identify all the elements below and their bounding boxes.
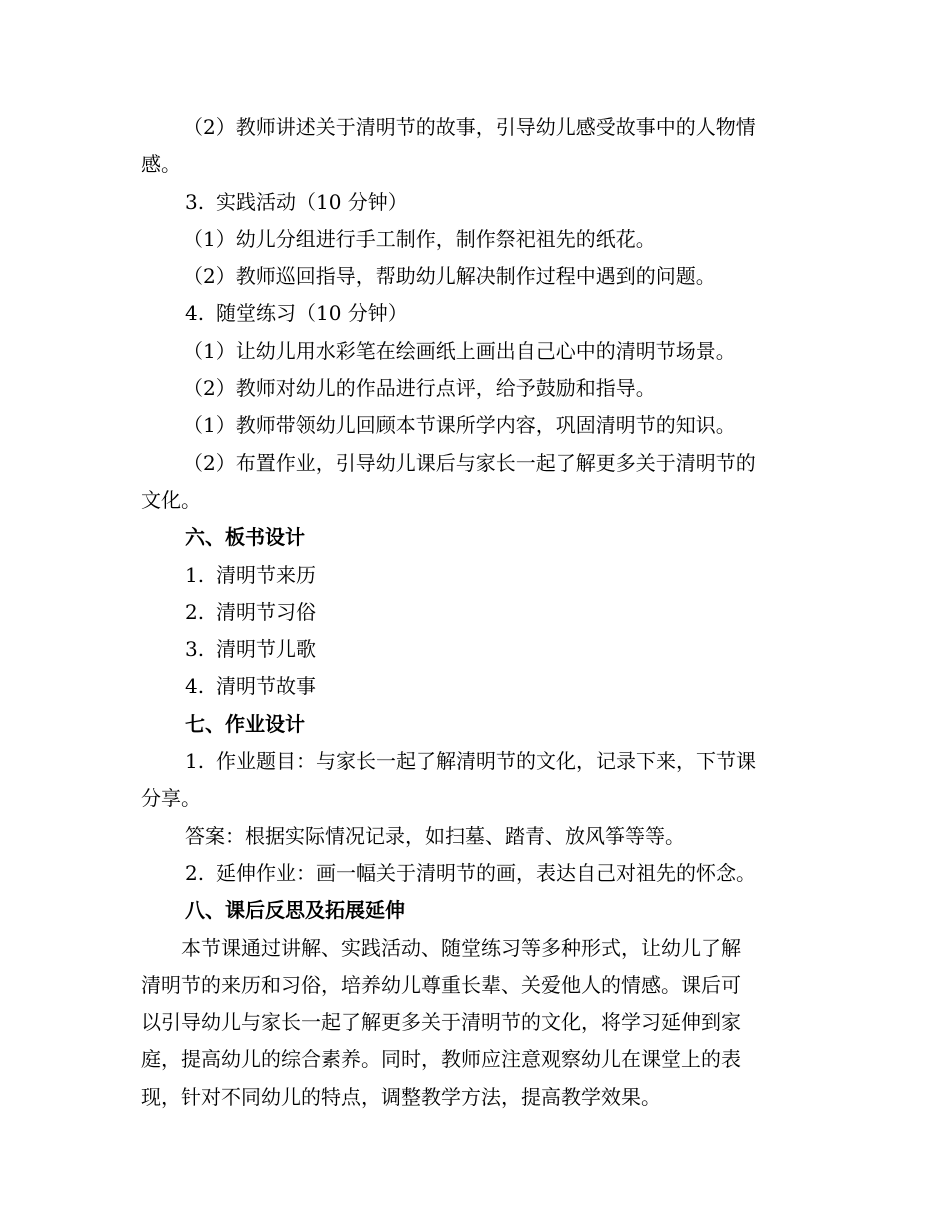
story-step-2: （2）教师讲述关于清明节的故事，引导幼儿感受故事中的人物情 — [183, 115, 756, 139]
review-step-2-cont: 文化。 — [141, 487, 201, 512]
board-item-1-text: 清明节来历 — [216, 562, 316, 587]
reflection-line-5: 现，针对不同幼儿的特点，调整教学方法，提高教学效果。 — [141, 1084, 661, 1109]
board-item-4-text: 清明节故事 — [216, 674, 316, 699]
board-item-3-text: 清明节儿歌 — [216, 637, 316, 662]
board-item-4 — [141, 668, 802, 705]
board-item-1-number: 1. — [185, 562, 205, 587]
board-item-2 — [141, 594, 802, 631]
reflection-paragraph — [141, 930, 802, 1116]
section-4-number: 4. — [185, 301, 205, 326]
board-item-3 — [141, 631, 802, 668]
homework-item-1-text: 作业题目：与家长一起了解清明节的文化，记录下来，下节课 — [216, 749, 756, 774]
board-item-2-number: 2. — [185, 599, 205, 624]
homework-item-2-number: 2. — [185, 860, 205, 885]
reflection-line-4: 庭，提高幼儿的综合素养。同时，教师应注意观察幼儿在课堂上的表 — [141, 1047, 741, 1072]
exercise-step-2: （2）教师对幼儿的作品进行点评，给予鼓励和指导。 — [183, 376, 656, 401]
homework-item-1-cont: 分享。 — [141, 786, 201, 811]
homework-answer: 答案：根据实际情况记录，如扫墓、踏青、放风筝等等。 — [185, 823, 685, 848]
heading-homework-design: 七、作业设计 — [185, 711, 305, 736]
section-3-title: 实践活动（10 分钟） — [216, 189, 408, 214]
heading-board-design: 六、板书设计 — [185, 525, 305, 550]
story-step-2-cont: 感。 — [141, 152, 181, 177]
practice-step-2: （2）教师巡回指导，帮助幼儿解决制作过程中遇到的问题。 — [183, 264, 716, 289]
homework-item-2 — [141, 855, 802, 892]
reflection-line-2: 清明节的来历和习俗，培养幼儿尊重长辈、关爱他人的情感。课后可 — [141, 972, 741, 997]
section-3-number: 3. — [185, 189, 205, 214]
homework-item-1 — [141, 743, 802, 780]
review-step-2: （2）布置作业，引导幼儿课后与家长一起了解更多关于清明节的 — [183, 450, 756, 475]
section-4-title: 随堂练习（10 分钟） — [216, 301, 408, 326]
section-3-heading — [141, 184, 802, 221]
homework-item-1-number: 1. — [185, 749, 205, 774]
section-4-heading — [141, 295, 802, 332]
homework-item-2-text: 延伸作业：画一幅关于清明节的画，表达自己对祖先的怀念。 — [216, 860, 756, 885]
reflection-line-1: 本节课通过讲解、实践活动、随堂练习等多种形式，让幼儿了解 — [181, 935, 741, 960]
board-item-2-text: 清明节习俗 — [216, 599, 316, 624]
exercise-step-1: （1）让幼儿用水彩笔在绘画纸上画出自己心中的清明节场景。 — [183, 338, 736, 363]
reflection-line-3: 以引导幼儿与家长一起了解更多关于清明节的文化，将学习延伸到家 — [141, 1010, 741, 1035]
heading-reflection: 八、课后反思及拓展延伸 — [185, 898, 405, 923]
review-step-1: （1）教师带领幼儿回顾本节课所学内容，巩固清明节的知识。 — [183, 413, 736, 438]
board-item-1 — [141, 557, 802, 594]
board-item-3-number: 3. — [185, 637, 205, 662]
practice-step-1: （1）幼儿分组进行手工制作，制作祭祀祖先的纸花。 — [183, 226, 656, 251]
board-item-4-number: 4. — [185, 674, 205, 699]
